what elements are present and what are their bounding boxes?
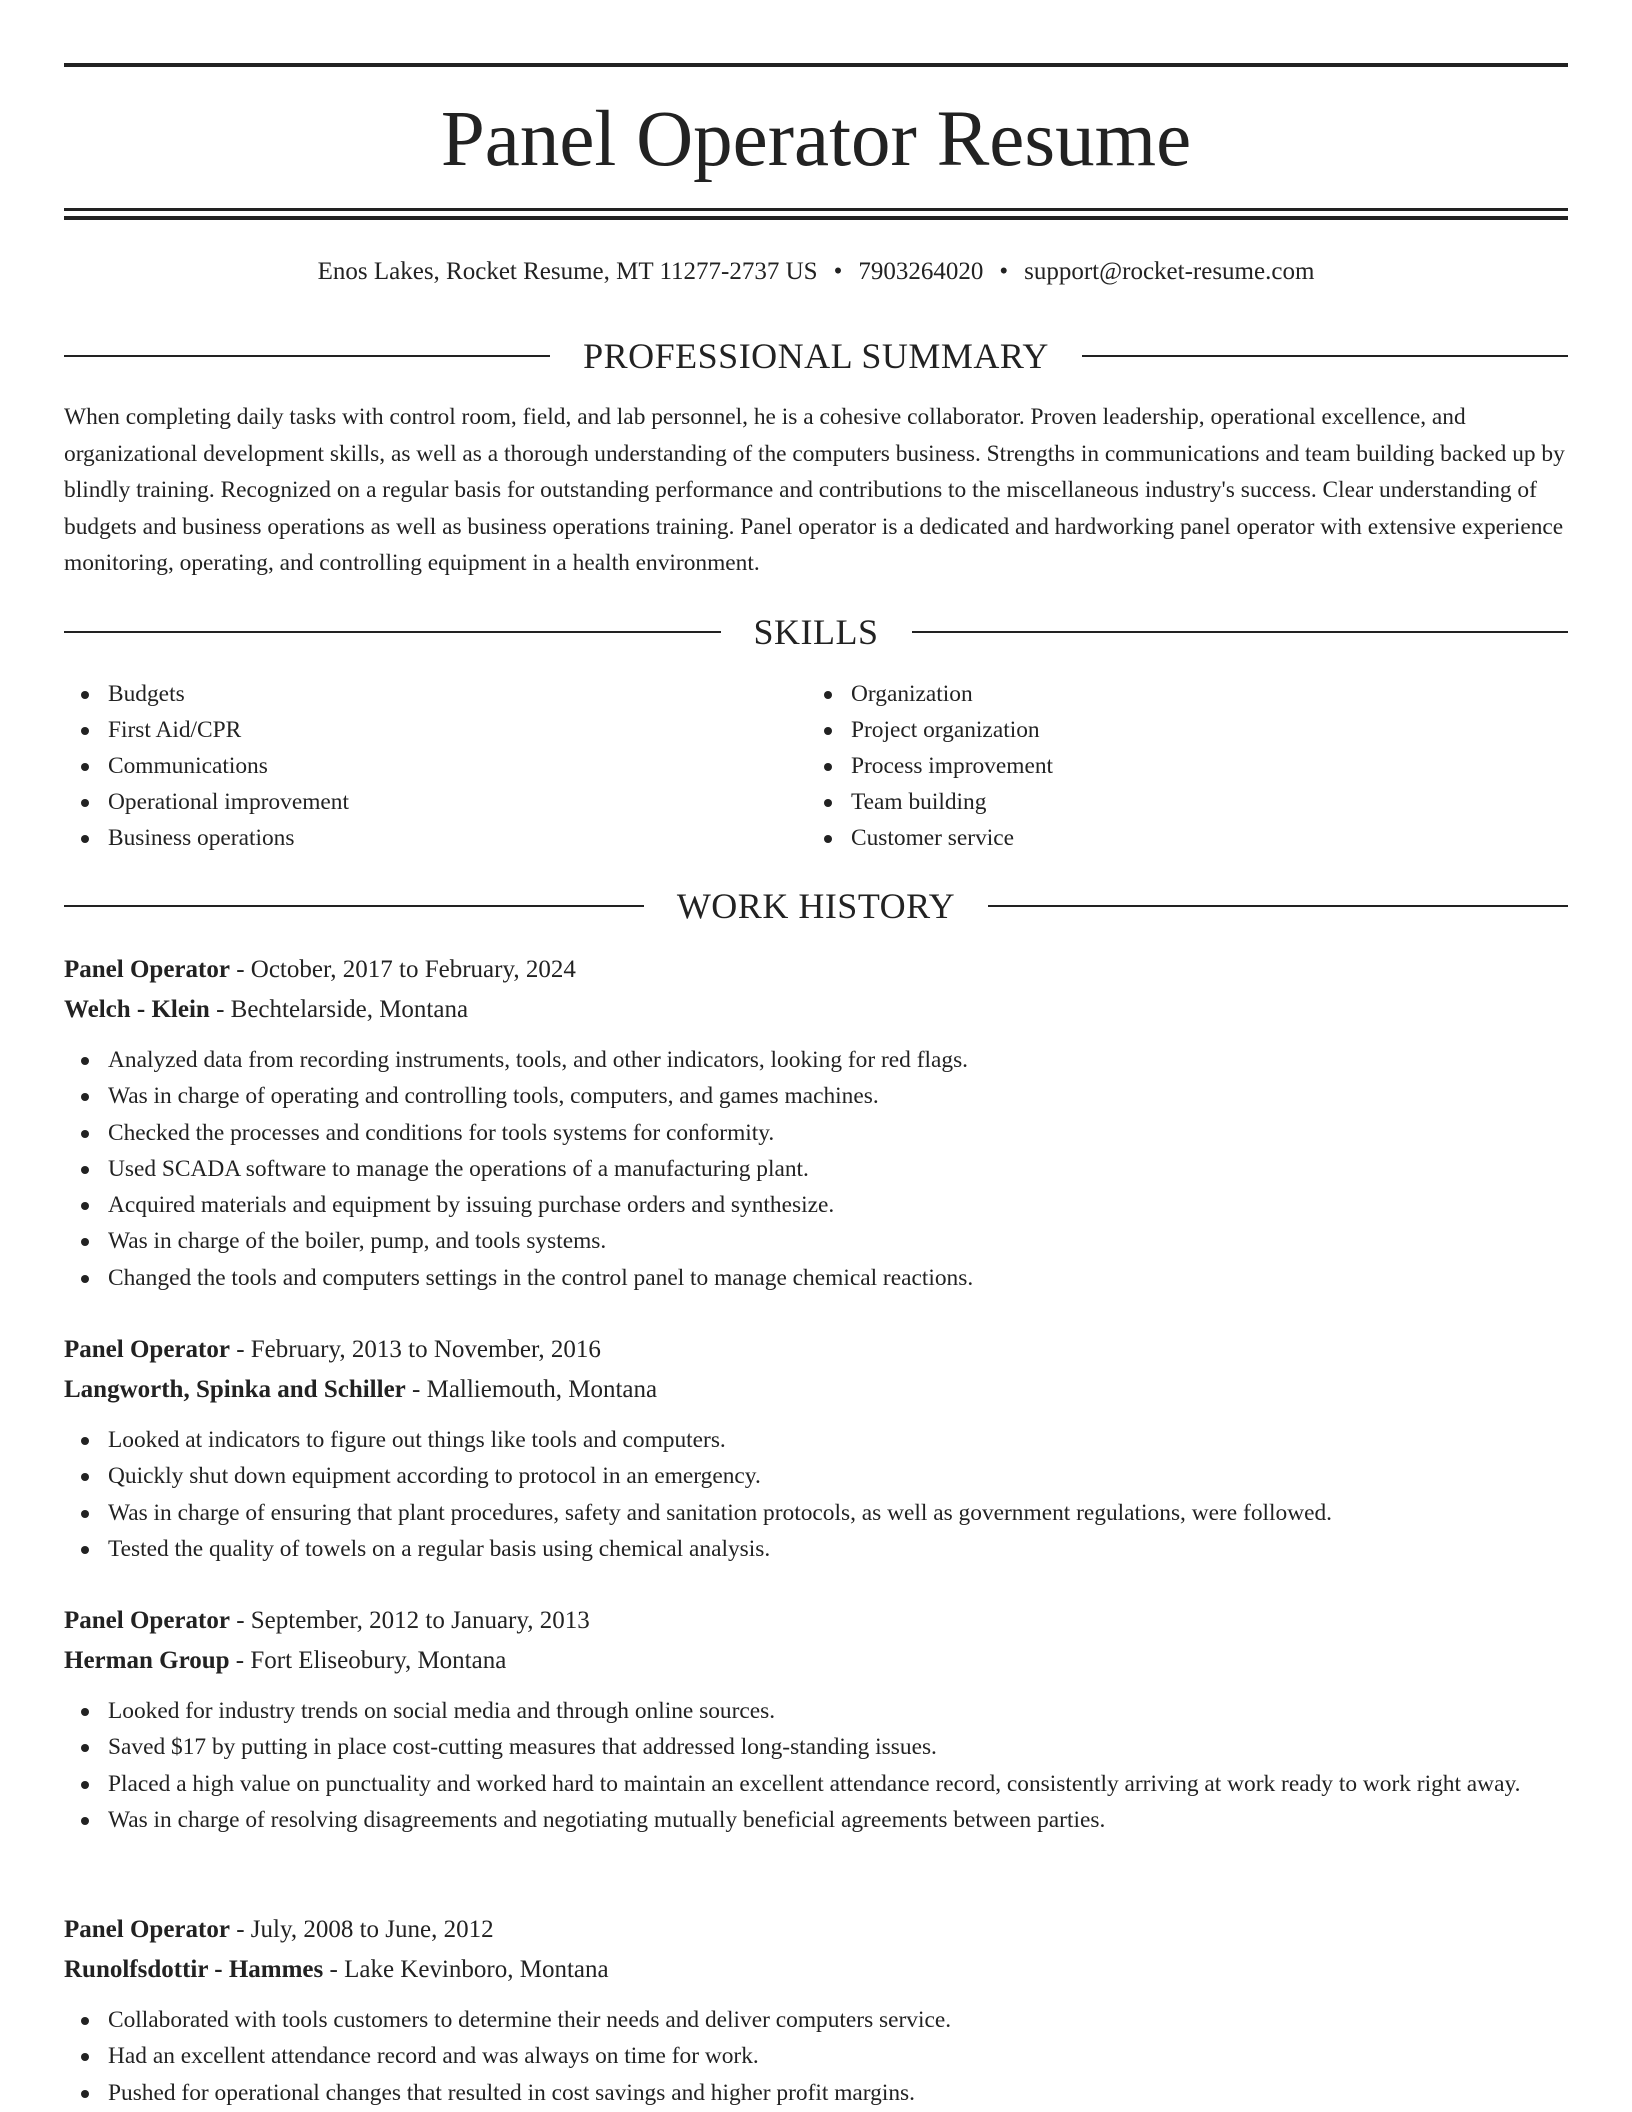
work-heading: WORK HISTORY xyxy=(676,886,956,926)
skill-item: Business operations xyxy=(64,820,807,856)
job-company-line xyxy=(64,1641,1568,1681)
job-dates: - July, 2008 to June, 2012 xyxy=(229,1916,494,1943)
skill-item: Budgets xyxy=(64,676,807,712)
job-title: Panel Operator xyxy=(64,1916,230,1943)
contact-email: support@rocket-resume.com xyxy=(1024,258,1315,285)
skills-heading-row xyxy=(64,610,1568,654)
job-duty: Analyzed data from recording instruments, tools, and other indicators, looking for red flags. xyxy=(64,1042,1568,1078)
job-dates: - September, 2012 to January, 2013 xyxy=(229,1607,590,1634)
job-company: Runolfsdottir - Hammes xyxy=(64,1956,324,1983)
job-location: - Bechtelarside, Montana xyxy=(209,996,469,1023)
skill-item: First Aid/CPR xyxy=(64,712,807,748)
skills-column-left xyxy=(64,676,807,856)
job-duty: Had an excellent attendance record and was always on time for work. xyxy=(64,2038,1568,2074)
heading-rule xyxy=(988,905,1568,907)
job-company-line xyxy=(64,1370,1568,1410)
contact-separator: • xyxy=(999,258,1009,285)
skill-item: Communications xyxy=(64,748,807,784)
heading-rule xyxy=(64,631,721,633)
skill-item: Process improvement xyxy=(807,748,1550,784)
job-company: Langworth, Spinka and Schiller xyxy=(64,1376,406,1403)
heading-rule xyxy=(1082,355,1568,357)
skill-item: Project organization xyxy=(807,712,1550,748)
job-title-line xyxy=(64,1330,1568,1370)
skills-list xyxy=(64,676,1568,856)
job-duty: Tested the quality of towels on a regular basis using chemical analysis. xyxy=(64,1531,1568,1567)
job-duty: Was in charge of resolving disagreements and negotiating mutually beneficial agreements between parties. xyxy=(64,1802,1568,1838)
skills-column-right xyxy=(807,676,1550,856)
skill-item: Customer service xyxy=(807,820,1550,856)
skills-heading: SKILLS xyxy=(753,612,879,652)
summary-heading: PROFESSIONAL SUMMARY xyxy=(583,336,1049,376)
job-duty: Looked at indicators to figure out things like tools and computers. xyxy=(64,1422,1568,1458)
contact-line xyxy=(64,255,1568,289)
job-dates: - February, 2013 to November, 2016 xyxy=(229,1336,601,1363)
contact-address: Enos Lakes, Rocket Resume, MT 11277-2737 US xyxy=(317,258,818,285)
job-duties xyxy=(64,1693,1568,1838)
job-duty: Used SCADA software to manage the operations of a manufacturing plant. xyxy=(64,1151,1568,1187)
job-title: Panel Operator xyxy=(64,1336,230,1363)
job-location: - Fort Eliseobury, Montana xyxy=(229,1647,507,1674)
job-location: - Lake Kevinboro, Montana xyxy=(323,1956,609,1983)
skill-item: Organization xyxy=(807,676,1550,712)
job-duty: Saved $17 by putting in place cost-cutting measures that addressed long-standing issues. xyxy=(64,1729,1568,1765)
top-rule xyxy=(64,63,1568,67)
job-company-line xyxy=(64,990,1568,1030)
job-entry xyxy=(64,950,1568,1296)
job-duty: Acquired materials and equipment by issuing purchase orders and synthesize. xyxy=(64,1187,1568,1223)
job-duty: Quickly shut down equipment according to protocol in an emergency. xyxy=(64,1458,1568,1494)
job-duty: Placed a high value on punctuality and worked hard to maintain an excellent attendance record, consistently arriving at work ready to work right away. xyxy=(64,1766,1568,1802)
contact-phone: 7903264020 xyxy=(858,258,984,285)
job-duty: Was in charge of ensuring that plant procedures, safety and sanitation protocols, as well as government regulations, were followed. xyxy=(64,1495,1568,1531)
job-duty: Pushed for operational changes that resulted in cost savings and higher profit margins. xyxy=(64,2075,1568,2111)
heading-rule xyxy=(64,355,550,357)
job-duties xyxy=(64,1042,1568,1296)
job-location: - Malliemouth, Montana xyxy=(405,1376,658,1403)
job-duty: Changed the tools and computers settings in the control panel to manage chemical reactions. xyxy=(64,1260,1568,1296)
job-company-line xyxy=(64,1950,1568,1990)
job-entry xyxy=(64,1910,1568,2111)
heading-rule xyxy=(912,631,1569,633)
job-duty: Looked for industry trends on social media and through online sources. xyxy=(64,1693,1568,1729)
double-rule xyxy=(64,208,1568,220)
job-duty: Was in charge of the boiler, pump, and tools systems. xyxy=(64,1223,1568,1259)
job-title: Panel Operator xyxy=(64,956,230,983)
job-title-line xyxy=(64,950,1568,990)
work-heading-row xyxy=(64,884,1568,928)
job-dates: - October, 2017 to February, 2024 xyxy=(229,956,576,983)
heading-rule xyxy=(64,905,644,907)
job-entry xyxy=(64,1601,1568,1838)
skill-item: Operational improvement xyxy=(64,784,807,820)
contact-separator: • xyxy=(833,258,843,285)
summary-text: When completing daily tasks with control room, field, and lab personnel, he is a cohesive collaborator. Proven leadership, operational excellence, and organizational development skills, as well as a thorough understanding of the computers business. Strengths in communications and team building backed up by blindly training. Recognized on a regular basis for outstanding performance and contributions to the miscellaneous industry's success. Clear understanding of budgets and business operations as well as business operations training. Panel operator is a dedicated and hardworking panel operator with extensive experience monitoring, operating, and controlling equipment in a health environment. xyxy=(64,404,1565,576)
job-title-line xyxy=(64,1910,1568,1950)
job-company: Herman Group xyxy=(64,1647,230,1674)
summary-heading-row xyxy=(64,334,1568,378)
skill-item: Team building xyxy=(807,784,1550,820)
resume-title: Panel Operator Resume xyxy=(440,96,1192,183)
job-entry xyxy=(64,1330,1568,1567)
job-company: Welch - Klein xyxy=(64,996,210,1023)
job-duties xyxy=(64,2002,1568,2111)
job-duty: Collaborated with tools customers to determine their needs and deliver computers service. xyxy=(64,2002,1568,2038)
job-title: Panel Operator xyxy=(64,1607,230,1634)
job-duties xyxy=(64,1422,1568,1567)
job-duty: Checked the processes and conditions for tools systems for conformity. xyxy=(64,1115,1568,1151)
job-title-line xyxy=(64,1601,1568,1641)
job-duty: Was in charge of operating and controlling tools, computers, and games machines. xyxy=(64,1078,1568,1114)
